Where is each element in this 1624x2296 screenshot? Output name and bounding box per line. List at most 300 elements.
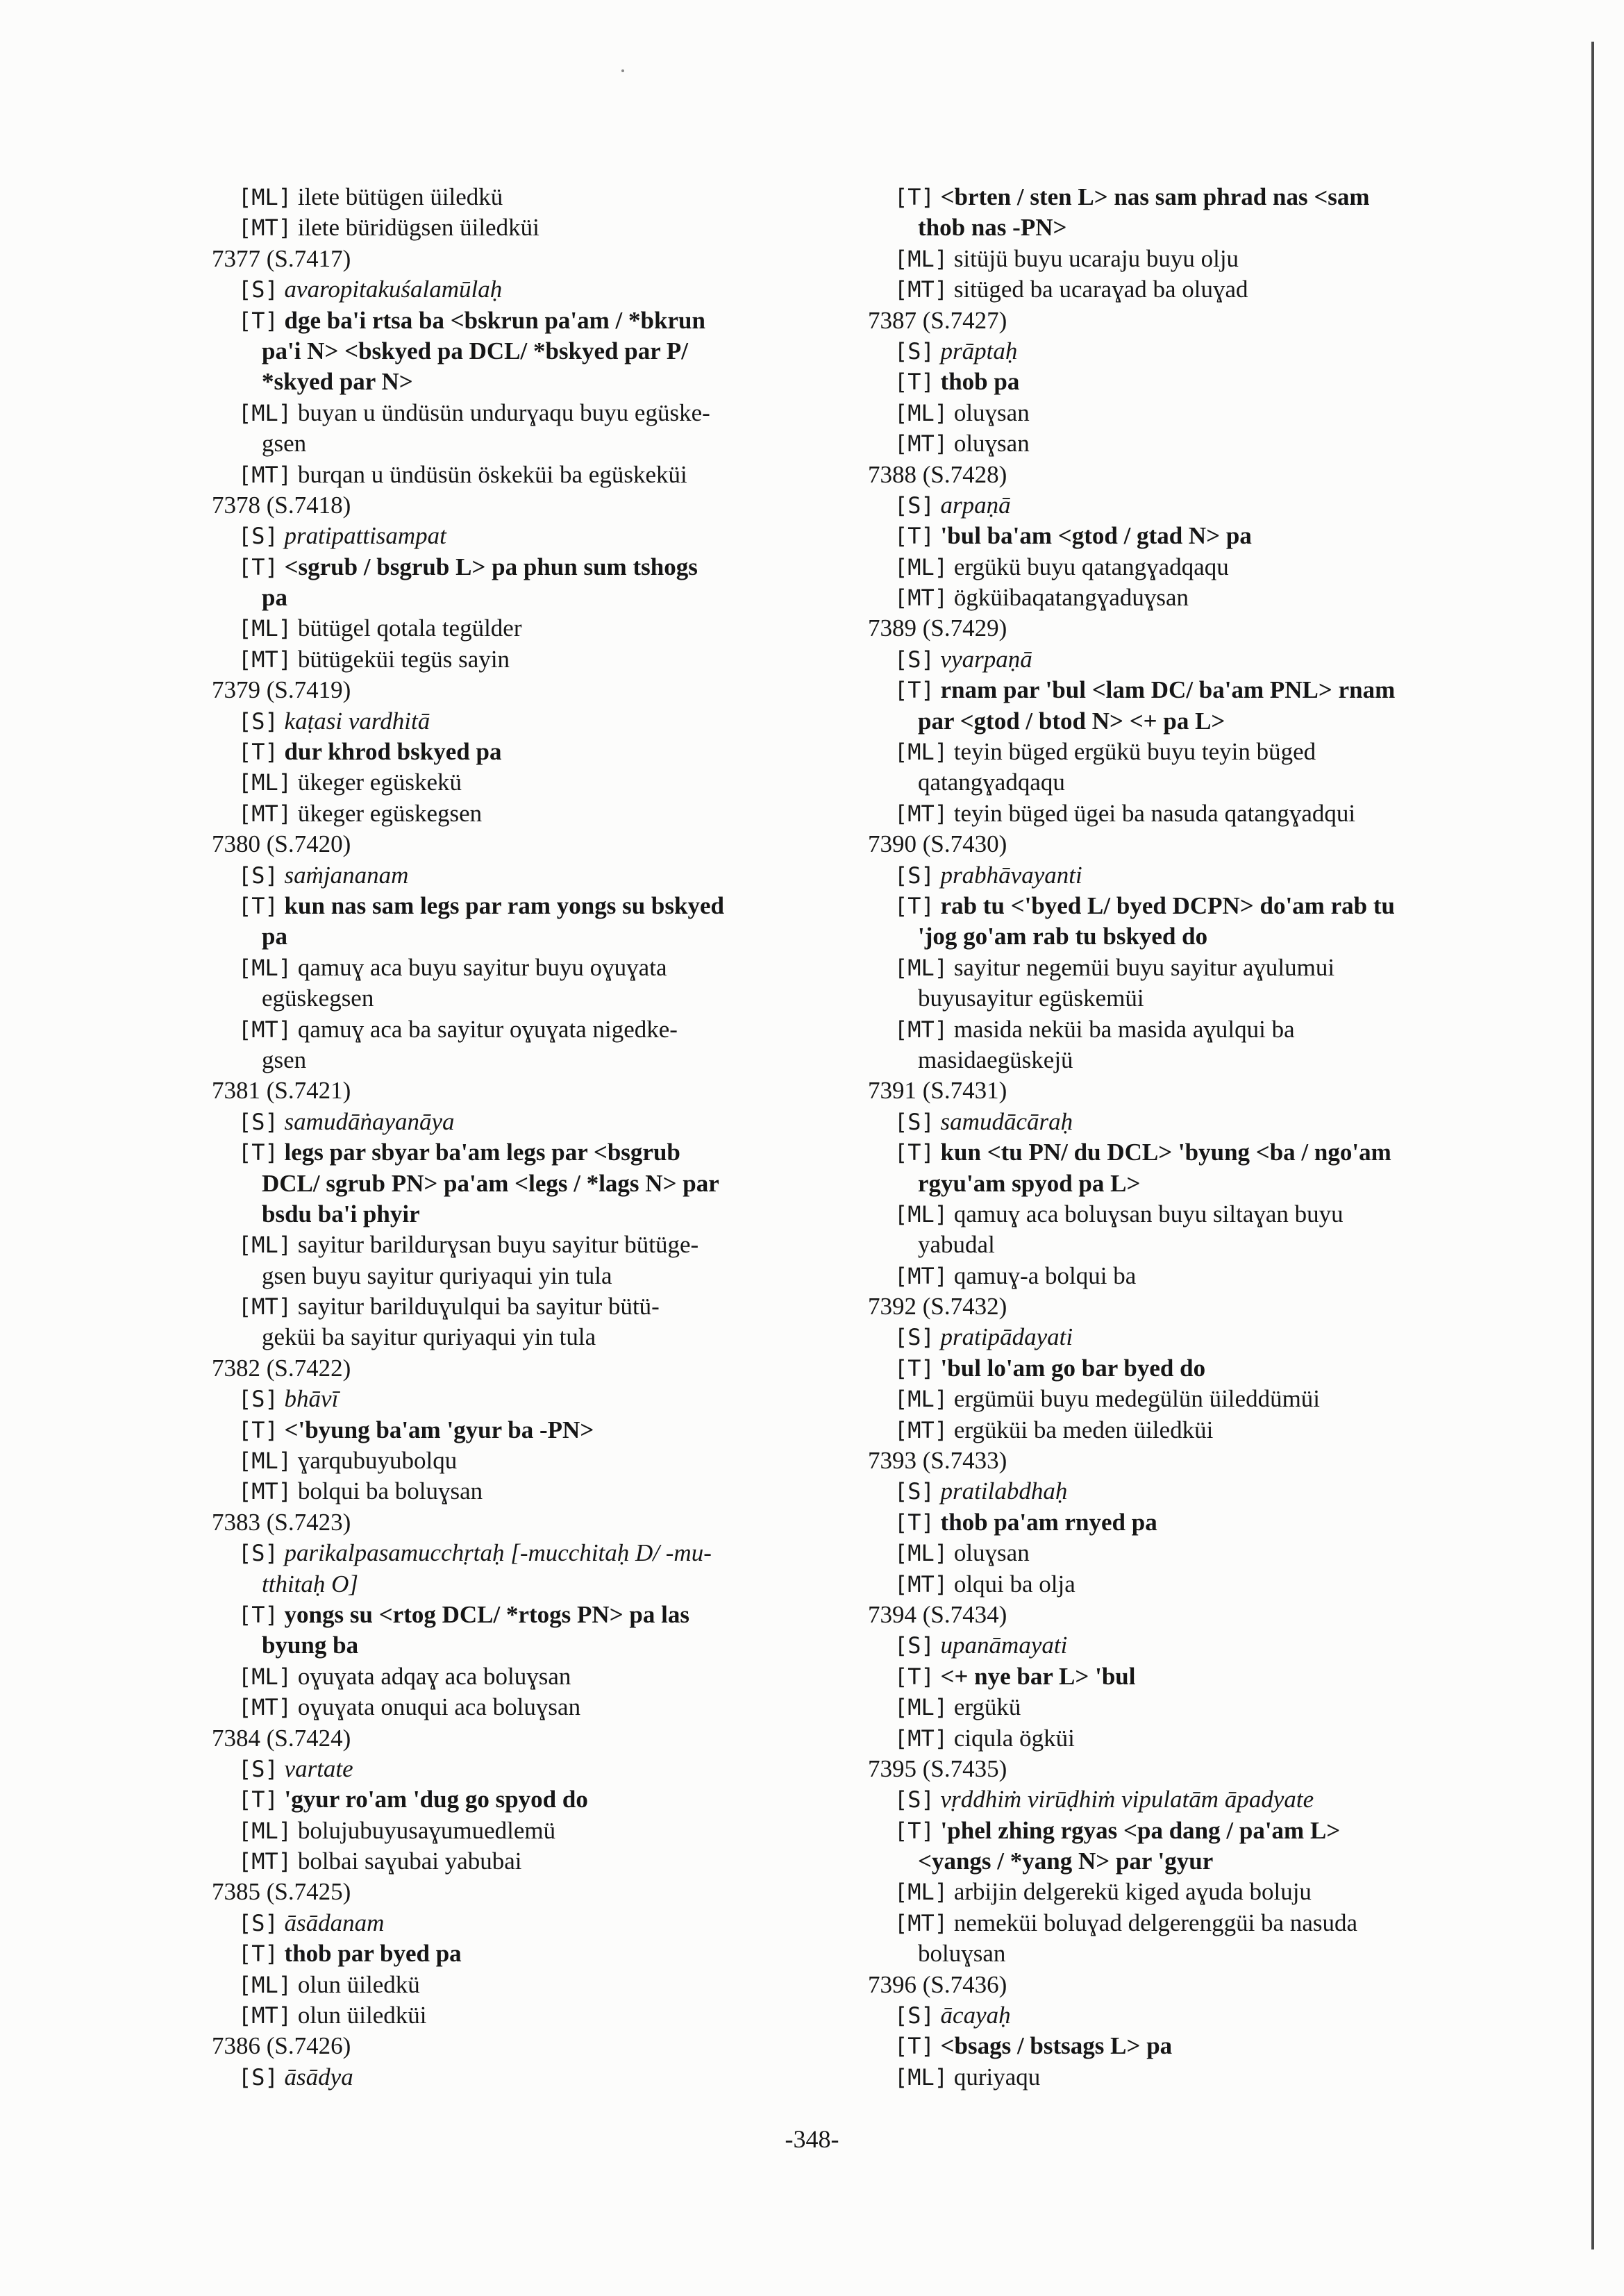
language-tag: [ML]	[894, 1386, 948, 1413]
entry-text: geküi ba sayitur quriyaqui yin tula	[262, 1323, 596, 1351]
scan-speck	[621, 69, 624, 72]
entry-text: vyarpaṇā	[940, 645, 1032, 673]
entry-line	[212, 1970, 851, 2000]
entry-continuation	[868, 1230, 1493, 1260]
entry-text: bolujubuyusaɣumuedlemü	[297, 1816, 556, 1844]
entry-number	[212, 1353, 851, 1384]
entry-text: ɣarqubuyubolqu	[297, 1447, 458, 1475]
entry-line	[868, 2000, 1493, 2031]
entry-continuation	[212, 428, 851, 459]
entry-text: samudācāraḥ	[940, 1107, 1073, 1135]
entry-text: legs par sbyar ba'am legs par <bsgrub	[284, 1139, 680, 1166]
entry-text: qamuɣ aca buyu sayitur buyu oɣuɣata	[297, 953, 667, 981]
entry-text: dur khrod bskyed pa	[284, 738, 502, 766]
entry-line	[868, 583, 1493, 613]
entry-text: yongs su <rtog DCL/ *rtogs PN> pa las	[284, 1600, 689, 1628]
language-tag: [MT]	[894, 1016, 948, 1043]
entry-text: rnam par 'bul <lam DC/ ba'am PNL> rnam	[940, 676, 1396, 704]
entry-line	[212, 274, 851, 305]
entry-line	[212, 1600, 851, 1630]
entry-text: 7383 (S.7423)	[212, 1508, 351, 1536]
entry-line	[212, 1938, 851, 1969]
entry-text: 7394 (S.7434)	[868, 1600, 1007, 1628]
language-tag: [MT]	[238, 1848, 292, 1875]
page-edge-line	[1591, 42, 1594, 2249]
entry-line	[868, 336, 1493, 367]
entry-text: olqui ba olja	[953, 1570, 1075, 1598]
entry-line	[868, 2062, 1493, 2093]
entry-line	[212, 644, 851, 675]
entry-continuation	[212, 1261, 851, 1291]
entry-text: 7390 (S.7430)	[868, 830, 1007, 858]
entry-line	[212, 860, 851, 891]
entry-text: 7391 (S.7431)	[868, 1077, 1007, 1105]
entry-text: parikalpasamucchṛtaḥ [-mucchitaḥ D/ -mu-	[284, 1539, 712, 1567]
entry-text: buyan u ündüsün undurɣaqu buyu egüske-	[297, 399, 710, 426]
entry-line	[212, 1754, 851, 1784]
language-tag: [ML]	[238, 954, 292, 981]
entry-line	[868, 521, 1493, 551]
language-tag: [MT]	[238, 1694, 292, 1721]
entry-line	[212, 737, 851, 767]
entry-text: āsādanam	[284, 1909, 385, 1936]
entry-line	[868, 490, 1493, 521]
entry-continuation	[868, 706, 1493, 737]
entry-line	[212, 891, 851, 921]
language-tag: [S]	[238, 1909, 278, 1936]
entry-text: upanāmayati	[940, 1632, 1068, 1659]
entry-continuation	[212, 1168, 851, 1199]
entry-text: rab tu <'byed L/ byed DCPN> do'am rab tu	[940, 891, 1395, 919]
language-tag: [MT]	[894, 1262, 948, 1289]
entry-number	[868, 829, 1493, 860]
entry-number	[868, 460, 1493, 490]
entry-text: 7393 (S.7433)	[868, 1447, 1007, 1475]
language-tag: [ML]	[894, 1694, 948, 1721]
entry-text: <+ nye bar L> 'bul	[940, 1662, 1136, 1690]
entry-text: ergükü buyu qatangɣadqaqu	[953, 553, 1229, 580]
language-tag: [ML]	[894, 553, 948, 580]
entry-line	[212, 552, 851, 583]
entry-text: teyin büged ügei ba nasuda qatangɣadqui	[953, 799, 1356, 827]
entry-line	[868, 1723, 1493, 1754]
language-tag: [MT]	[894, 1725, 948, 1752]
entry-text: prabhāvayanti	[940, 861, 1082, 889]
language-tag: [T]	[894, 1817, 935, 1844]
entry-continuation	[212, 921, 851, 952]
entry-text: dge ba'i rtsa ba <bskrun pa'am / *bkrun	[284, 306, 705, 334]
entry-text: bolbai saɣubai yabubai	[297, 1847, 522, 1875]
language-tag: [T]	[894, 1663, 935, 1690]
entry-text: ācayaḥ	[940, 2002, 1011, 2029]
entry-text: tthitaḥ O]	[262, 1570, 359, 1598]
entry-line	[868, 1322, 1493, 1352]
entry-text: 7392 (S.7432)	[868, 1293, 1007, 1321]
entry-text: sitüjü buyu ucaraju buyu olju	[953, 244, 1239, 272]
entry-text: boluɣsan	[918, 1940, 1006, 1968]
entry-text: bütügel qotala tegülder	[297, 614, 522, 642]
language-tag: [T]	[238, 553, 278, 580]
entry-number	[868, 305, 1493, 336]
entry-text: bhāvī	[284, 1385, 339, 1413]
entry-line	[212, 1230, 851, 1260]
entry-line	[868, 1816, 1493, 1846]
entry-continuation	[868, 767, 1493, 798]
language-tag: [ML]	[238, 1663, 292, 1690]
entry-line	[868, 244, 1493, 274]
entry-line	[868, 367, 1493, 397]
entry-continuation	[868, 983, 1493, 1014]
entry-text: kun <tu PN/ du DCL> 'byung <ba / ngo'am	[940, 1139, 1391, 1166]
language-tag: [MT]	[894, 800, 948, 827]
entry-line	[868, 1538, 1493, 1568]
language-tag: [MT]	[894, 1909, 948, 1936]
entry-line	[868, 860, 1493, 891]
entry-text: ilete bütügen üiledkü	[297, 183, 503, 210]
language-tag: [T]	[894, 1139, 935, 1166]
language-tag: [MT]	[238, 1016, 292, 1043]
entry-text: qatangɣadqaqu	[918, 769, 1065, 796]
entry-line	[868, 644, 1493, 675]
entry-text: qamuɣ aca boluɣsan buyu siltaɣan buyu	[953, 1200, 1343, 1227]
entry-line	[212, 1014, 851, 1045]
entry-line	[212, 1291, 851, 1322]
entry-text: quriyaqu	[953, 2063, 1041, 2090]
entry-text: sitüged ba ucaraɣad ba oluɣad	[953, 276, 1248, 303]
entry-number	[868, 1970, 1493, 2000]
language-tag: [MT]	[238, 215, 292, 242]
entry-continuation	[212, 1569, 851, 1600]
entry-continuation	[212, 1630, 851, 1661]
entry-text: samudāṅayanāya	[284, 1107, 455, 1135]
entry-text: gsen buyu sayitur quriyaqui yin tula	[262, 1262, 612, 1289]
language-tag: [MT]	[238, 2002, 292, 2029]
right-column	[868, 182, 1493, 2093]
entry-text: buyusayitur egüskemüi	[918, 984, 1144, 1012]
entry-text: vṛddhiṁ virūḍhiṁ vipulatām āpadyate	[940, 1786, 1314, 1813]
language-tag: [ML]	[238, 1817, 292, 1844]
entry-continuation	[212, 983, 851, 1014]
entry-text: ergüküi ba meden üiledküi	[953, 1416, 1214, 1443]
language-tag: [MT]	[894, 585, 948, 612]
language-tag: [S]	[238, 1108, 278, 1135]
entry-text: 7387 (S.7427)	[868, 306, 1007, 334]
language-tag: [T]	[894, 523, 935, 550]
entry-text: vartate	[284, 1754, 353, 1782]
entry-line	[868, 182, 1493, 212]
language-tag: [S]	[894, 1108, 935, 1135]
entry-continuation	[212, 1199, 851, 1230]
language-tag: [S]	[894, 646, 935, 673]
entry-continuation	[868, 1938, 1493, 1969]
language-tag: [T]	[238, 739, 278, 766]
entry-line	[868, 891, 1493, 921]
entry-line	[868, 1353, 1493, 1384]
entry-text: thob pa	[940, 368, 1020, 396]
entry-text: pratipattisampat	[284, 522, 446, 550]
entry-line	[868, 2031, 1493, 2061]
page-number: -348-	[785, 2125, 839, 2153]
language-tag: [MT]	[894, 430, 948, 458]
entry-text: oɣuɣata onuqui aca boluɣsan	[297, 1693, 581, 1721]
entry-line	[212, 521, 851, 551]
language-tag: [T]	[894, 677, 935, 704]
language-tag: [S]	[238, 276, 278, 303]
entry-text: arpaṇā	[940, 491, 1011, 519]
entry-line	[868, 1692, 1493, 1723]
entry-text: 7380 (S.7420)	[212, 830, 351, 858]
entry-line	[868, 1014, 1493, 1045]
entry-text: *skyed par N>	[262, 368, 413, 396]
entry-line	[212, 1446, 851, 1476]
language-tag: [T]	[238, 307, 278, 334]
language-tag: [MT]	[238, 800, 292, 827]
entry-line	[868, 1630, 1493, 1661]
entry-text: 7396 (S.7436)	[868, 1970, 1007, 1998]
entry-text: 7377 (S.7417)	[212, 244, 351, 272]
entry-text: bolqui ba boluɣsan	[297, 1477, 483, 1505]
entry-continuation	[868, 1846, 1493, 1877]
left-column	[212, 182, 851, 2093]
language-tag: [S]	[238, 862, 278, 889]
language-tag: [ML]	[238, 615, 292, 642]
entry-line	[868, 552, 1493, 583]
entry-text: olun üiledkü	[297, 1970, 420, 1998]
entry-continuation	[212, 1045, 851, 1075]
language-tag: [T]	[238, 1416, 278, 1443]
entry-text: egüskegsen	[262, 984, 374, 1012]
language-tag: [ML]	[894, 1200, 948, 1227]
entry-line	[212, 767, 851, 798]
language-tag: [S]	[238, 707, 278, 735]
entry-line	[212, 706, 851, 737]
entry-line	[868, 1199, 1493, 1230]
entry-line	[212, 1908, 851, 1938]
entry-line	[868, 274, 1493, 305]
entry-text: ükeger egüskekü	[297, 769, 462, 796]
entry-text: ciqula ögküi	[953, 1724, 1075, 1752]
language-tag: [T]	[894, 1509, 935, 1536]
entry-number	[212, 1877, 851, 1907]
entry-text: ögküibaqatangɣaduɣsan	[953, 584, 1189, 612]
entry-line	[212, 305, 851, 336]
entry-text: āsādya	[284, 2063, 353, 2090]
language-tag: [S]	[238, 2063, 278, 2090]
entry-line	[868, 1569, 1493, 1600]
entry-text: 7378 (S.7418)	[212, 491, 351, 519]
entry-text: nemeküi boluɣad delgerenggüi ba nasuda	[953, 1909, 1358, 1936]
language-tag: [T]	[238, 1601, 278, 1628]
language-tag: [ML]	[894, 954, 948, 981]
entry-line	[212, 1816, 851, 1846]
entry-text: oluɣsan	[953, 399, 1030, 426]
entry-number	[212, 1075, 851, 1106]
language-tag: [S]	[238, 1540, 278, 1567]
language-tag: [T]	[238, 1786, 278, 1813]
entry-text: 7386 (S.7426)	[212, 2032, 351, 2060]
entry-text: yabudal	[918, 1231, 995, 1259]
entry-text: <bsags / bstsags L> pa	[940, 2032, 1173, 2060]
language-tag: [T]	[894, 1355, 935, 1382]
entry-line	[868, 675, 1493, 705]
entry-text: ilete büridügsen üiledküi	[297, 214, 539, 242]
entry-line	[868, 1661, 1493, 1692]
entry-text: olun üiledküi	[297, 2002, 427, 2029]
entry-line	[212, 1784, 851, 1815]
entry-text: qamuɣ-a bolqui ba	[953, 1262, 1137, 1289]
entry-text: bsdu ba'i phyir	[262, 1200, 420, 1227]
entry-line	[868, 953, 1493, 983]
entry-line	[212, 798, 851, 829]
entry-continuation	[868, 212, 1493, 243]
language-tag: [S]	[238, 1755, 278, 1782]
entry-number	[212, 1723, 851, 1754]
entry-text: <brten / sten L> nas sam phrad nas <sam	[940, 183, 1370, 210]
entry-line	[868, 1107, 1493, 1137]
language-tag: [ML]	[894, 399, 948, 426]
entry-continuation	[212, 367, 851, 397]
entry-text: thob par byed pa	[284, 1940, 462, 1968]
entry-text: pa'i N> <bskyed pa DCL/ *bskyed par P/	[262, 337, 688, 364]
entry-line	[868, 398, 1493, 428]
entry-line	[212, 1692, 851, 1723]
entry-text: pa	[262, 923, 287, 950]
entry-text: oɣuɣata adqaɣ aca boluɣsan	[297, 1662, 571, 1690]
entry-line	[212, 1107, 851, 1137]
language-tag: [ML]	[894, 739, 948, 766]
entry-line	[868, 1877, 1493, 1907]
entry-text: burqan u ündüsün öskeküi ba egüskeküi	[297, 460, 687, 488]
entry-text: 7384 (S.7424)	[212, 1724, 351, 1752]
entry-number	[212, 490, 851, 521]
entry-text: <sgrub / bsgrub L> pa phun sum tshogs	[284, 553, 698, 580]
entry-text: rgyu'am spyod pa L>	[918, 1169, 1141, 1197]
entry-continuation	[868, 1045, 1493, 1075]
entry-text: ükeger egüskegsen	[297, 799, 483, 827]
entry-continuation	[868, 1168, 1493, 1199]
entry-text: pratilabdhaḥ	[940, 1477, 1068, 1505]
language-tag: [MT]	[238, 1478, 292, 1505]
entry-line	[868, 1784, 1493, 1815]
language-tag: [S]	[894, 1786, 935, 1813]
language-tag: [T]	[238, 1139, 278, 1166]
language-tag: [S]	[894, 337, 935, 364]
language-tag: [MT]	[238, 646, 292, 673]
language-tag: [S]	[894, 1632, 935, 1659]
entry-text: gsen	[262, 430, 307, 458]
language-tag: [S]	[894, 2002, 935, 2029]
entry-text: bütügeküi tegüs sayin	[297, 645, 510, 673]
language-tag: [S]	[238, 1386, 278, 1413]
entry-text: <yangs / *yang N> par 'gyur	[918, 1847, 1214, 1875]
language-tag: [ML]	[894, 1879, 948, 1906]
language-tag: [ML]	[894, 245, 948, 272]
entry-text: 'jog go'am rab tu bskyed do	[918, 923, 1208, 950]
entry-line	[868, 1261, 1493, 1291]
language-tag: [ML]	[894, 2063, 948, 2090]
entry-text: 7382 (S.7422)	[212, 1354, 351, 1382]
language-tag: [ML]	[238, 399, 292, 426]
entry-text: sayitur barildurɣsan buyu sayitur bütüge-	[297, 1231, 699, 1259]
entry-line	[212, 212, 851, 243]
language-tag: [ML]	[238, 1448, 292, 1475]
entry-text: 'bul ba'am <gtod / gtad N> pa	[940, 522, 1252, 550]
language-tag: [MT]	[894, 1570, 948, 1598]
entry-text: arbijin delgerekü kiged aɣuda boluju	[953, 1878, 1312, 1906]
language-tag: [MT]	[238, 461, 292, 488]
language-tag: [T]	[238, 892, 278, 919]
entry-text: oluɣsan	[953, 430, 1030, 458]
entry-text: sayitur barilduɣulqui ba sayitur bütü-	[297, 1293, 660, 1321]
language-tag: [T]	[894, 184, 935, 210]
entry-text: 'phel zhing rgyas <pa dang / pa'am L>	[940, 1816, 1341, 1844]
entry-line	[868, 1507, 1493, 1538]
entry-line	[212, 2062, 851, 2093]
entry-continuation	[868, 921, 1493, 952]
entry-line	[212, 1538, 851, 1568]
language-tag: [S]	[894, 862, 935, 889]
entry-line	[212, 1661, 851, 1692]
entry-line	[212, 398, 851, 428]
entry-continuation	[212, 336, 851, 367]
language-tag: [S]	[894, 1324, 935, 1351]
entry-line	[868, 1476, 1493, 1507]
entry-continuation	[212, 1322, 851, 1352]
entry-text: thob nas -PN>	[918, 214, 1067, 242]
entry-line	[212, 1846, 851, 1877]
entry-text: par <gtod / btod N> <+ pa L>	[918, 707, 1225, 735]
entry-line	[212, 1137, 851, 1168]
entry-text: ergümüi buyu medegülün üileddümüi	[953, 1385, 1321, 1413]
entry-line	[212, 613, 851, 644]
entry-line	[868, 1415, 1493, 1446]
entry-number	[868, 1446, 1493, 1476]
entry-text: 7379 (S.7419)	[212, 676, 351, 704]
entry-line	[212, 953, 851, 983]
entry-line	[212, 1476, 851, 1507]
entry-line	[212, 1415, 851, 1446]
entry-text: masida neküi ba masida aɣulqui ba	[953, 1015, 1295, 1043]
entry-text: 'gyur ro'am 'dug go spyod do	[284, 1786, 588, 1813]
entry-line	[868, 737, 1493, 767]
entry-number	[212, 2031, 851, 2061]
entry-text: 7385 (S.7425)	[212, 1878, 351, 1906]
entry-number	[212, 1507, 851, 1538]
language-tag: [S]	[894, 1478, 935, 1505]
language-tag: [T]	[894, 892, 935, 919]
entry-line	[868, 1384, 1493, 1414]
entry-text: 7395 (S.7435)	[868, 1754, 1007, 1782]
language-tag: [S]	[894, 492, 935, 519]
entry-text: avaropitakuśalamūlaḥ	[284, 276, 503, 303]
entry-text: DCL/ sgrub PN> pa'am <legs / *lags N> par	[262, 1169, 719, 1197]
entry-text: oluɣsan	[953, 1539, 1030, 1567]
entry-text: teyin büged ergükü buyu teyin büged	[953, 738, 1316, 766]
entry-text: sayitur negemüi buyu sayitur aɣulumui	[953, 953, 1335, 981]
entry-text: byung ba	[262, 1632, 359, 1659]
entry-text: pa	[262, 584, 287, 612]
entry-text: prāptaḥ	[940, 337, 1018, 364]
language-tag: [MT]	[894, 1416, 948, 1443]
language-tag: [ML]	[238, 769, 292, 796]
entry-text: <'byung ba'am 'gyur ba -PN>	[284, 1416, 594, 1443]
language-tag: [MT]	[894, 276, 948, 303]
entry-line	[868, 1908, 1493, 1938]
entry-line	[868, 428, 1493, 459]
entry-text: ergükü	[953, 1693, 1021, 1721]
entry-text: 7388 (S.7428)	[868, 460, 1007, 488]
entry-text: 'bul lo'am go bar byed do	[940, 1354, 1206, 1382]
